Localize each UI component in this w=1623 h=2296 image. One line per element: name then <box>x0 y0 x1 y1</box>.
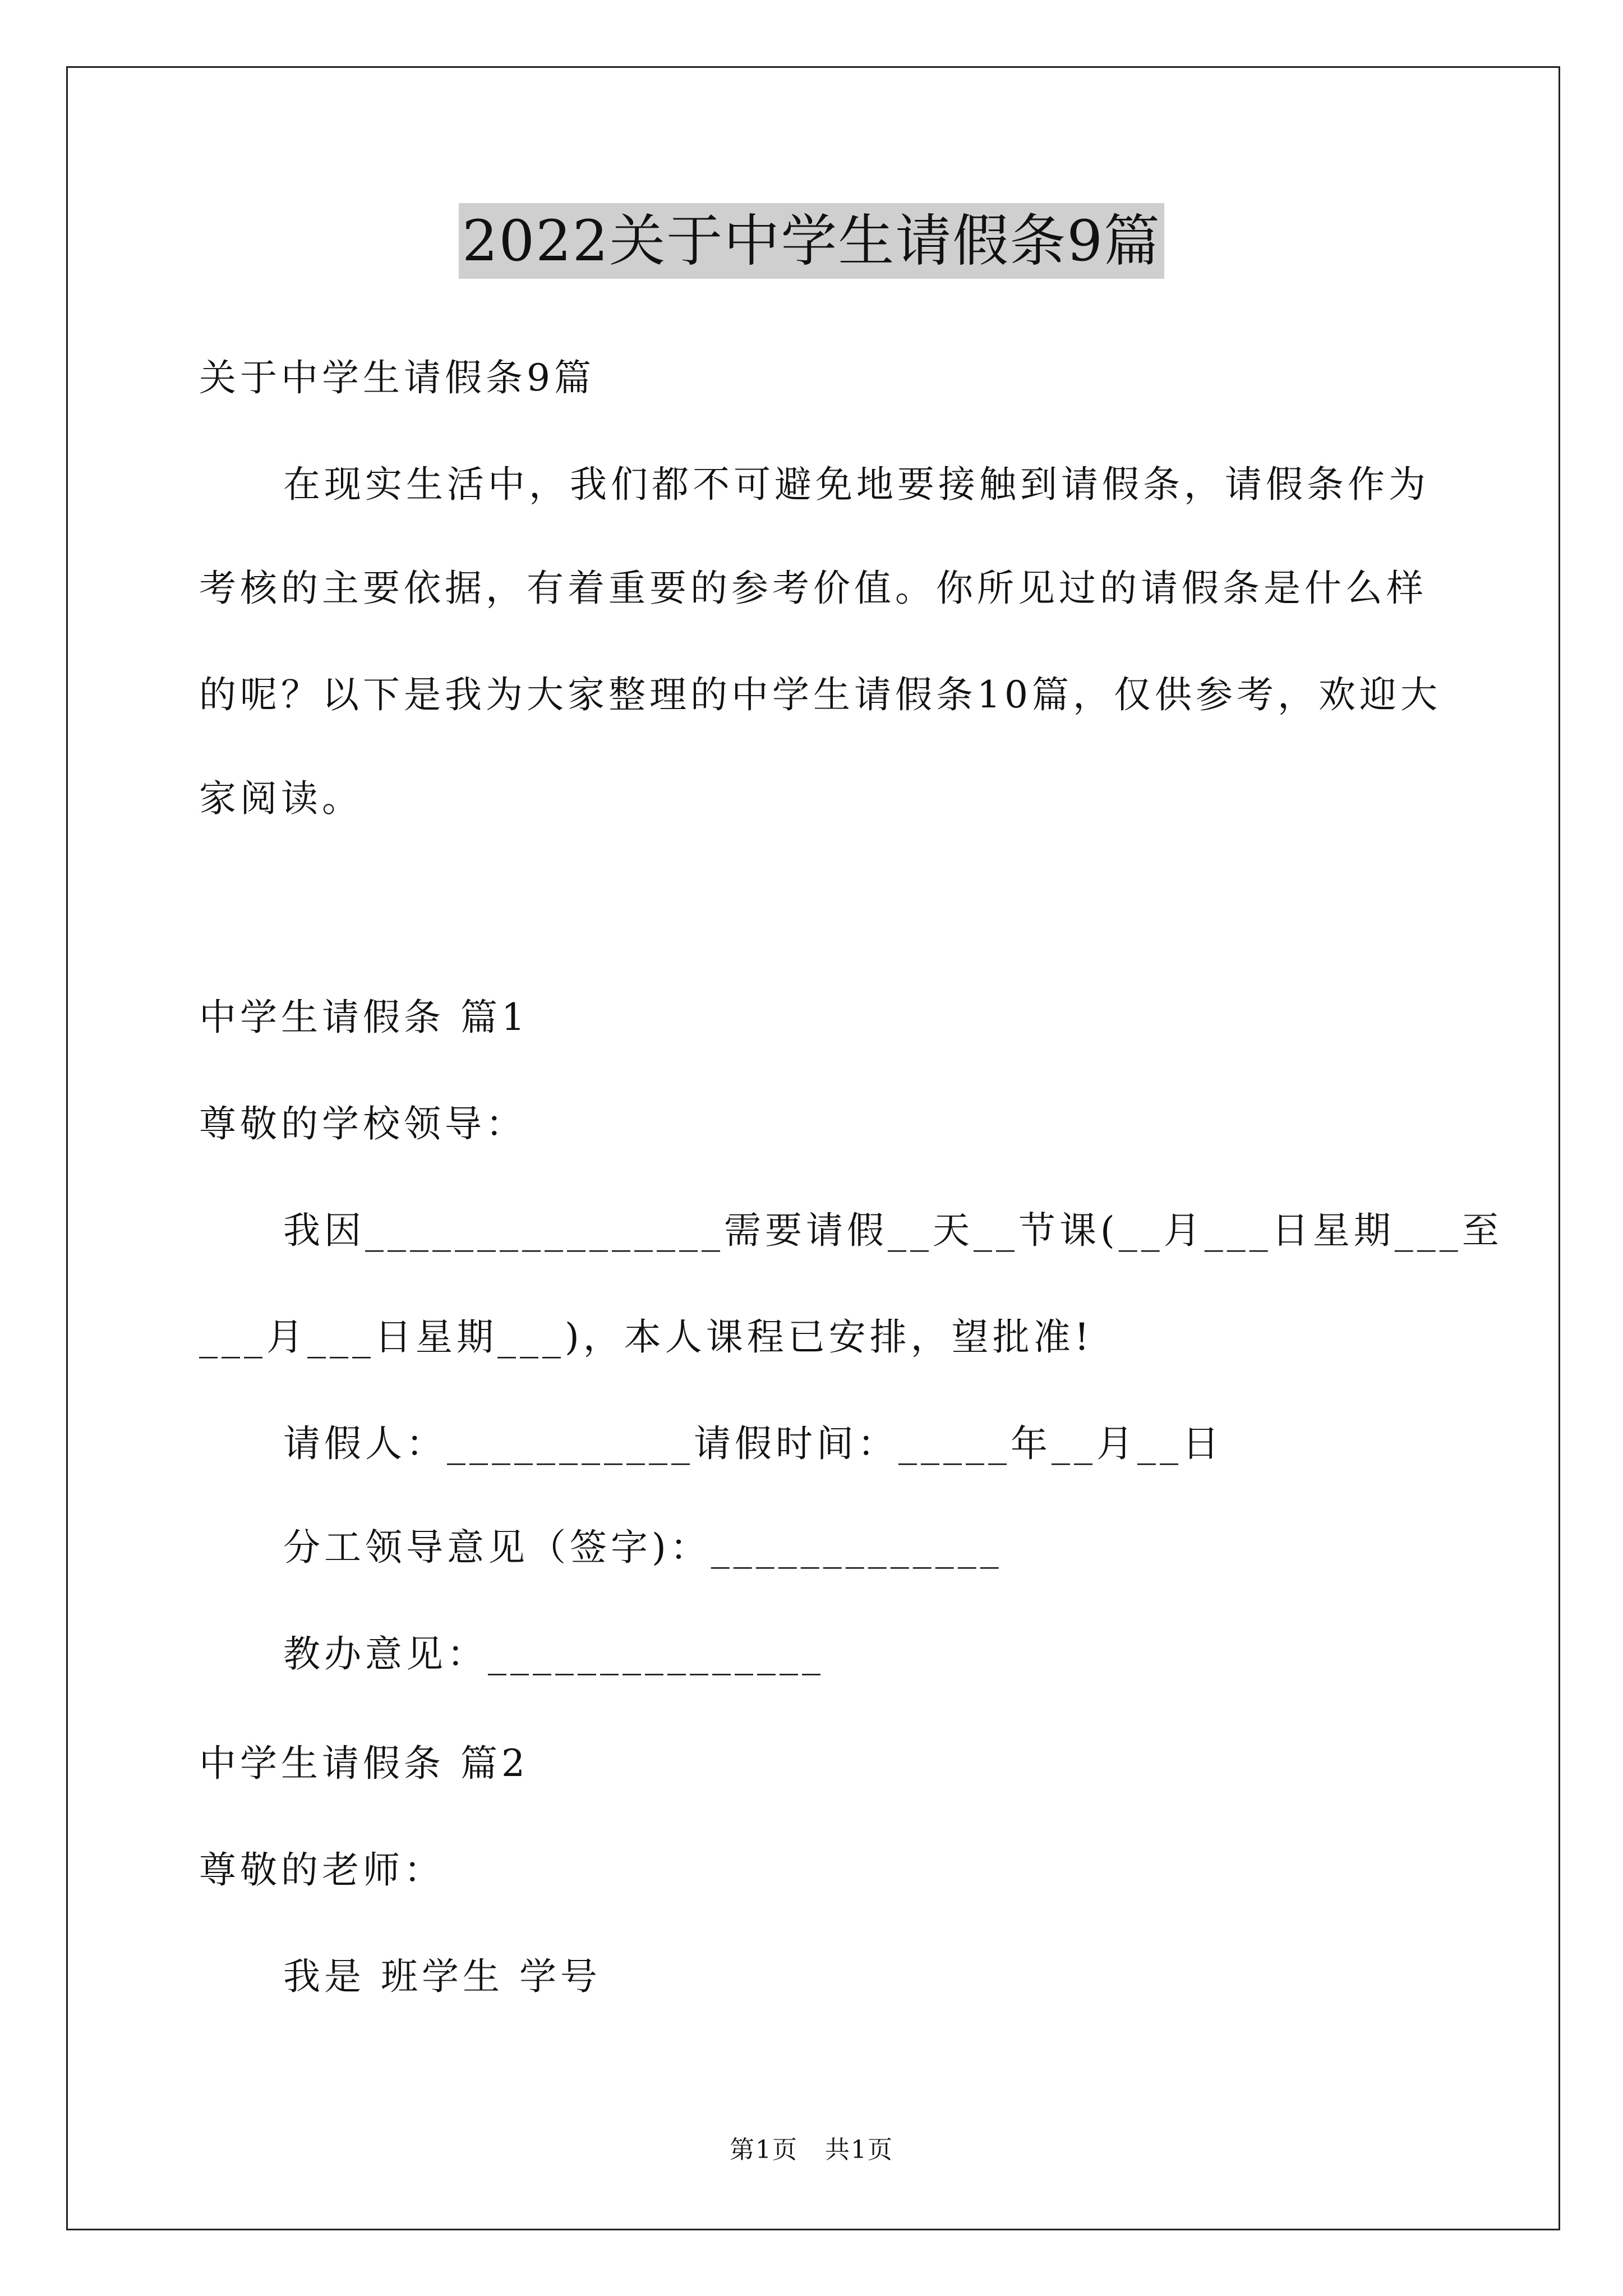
section2-heading: 中学生请假条 篇2 <box>199 1742 529 1785</box>
intro-line-3: 的呢？以下是我为大家整理的中学生请假条10篇，仅供参考，欢迎大 <box>199 673 1441 716</box>
section1-leader-opinion: 分工领导意见（签字)：_____________ <box>283 1526 1003 1569</box>
page-footer: 第1页 共1页 <box>730 2136 893 2164</box>
intro-line-1: 在现实生活中，我们都不可避免地要接触到请假条，请假条作为 <box>283 463 1430 506</box>
intro-line-2: 考核的主要依据，有着重要的参考价值。你所见过的请假条是什么样 <box>199 567 1427 610</box>
section1-applicant-line: 请假人：___________请假时间：_____年__月__日 <box>283 1422 1223 1465</box>
subtitle: 关于中学生请假条9篇 <box>199 356 595 399</box>
title-container <box>0 203 1623 279</box>
section1-office-opinion: 教办意见：_______________ <box>283 1632 824 1676</box>
section1-body-line-2: ___月___日星期___)，本人课程已安排，望批准! <box>199 1315 1094 1359</box>
section1-heading: 中学生请假条 篇1 <box>199 996 529 1039</box>
section1-body-line-1: 我因________________需要请假__天__节课(__月___日星期___至 <box>283 1209 1503 1252</box>
intro-line-4: 家阅读。 <box>199 777 363 820</box>
section1-salutation: 尊敬的学校领导： <box>199 1102 527 1145</box>
section2-salutation: 尊敬的老师： <box>199 1848 445 1892</box>
document-title: 2022关于中学生请假条9篇 <box>459 203 1164 279</box>
section2-body-line-1: 我是 班学生 学号 <box>283 1955 601 1998</box>
